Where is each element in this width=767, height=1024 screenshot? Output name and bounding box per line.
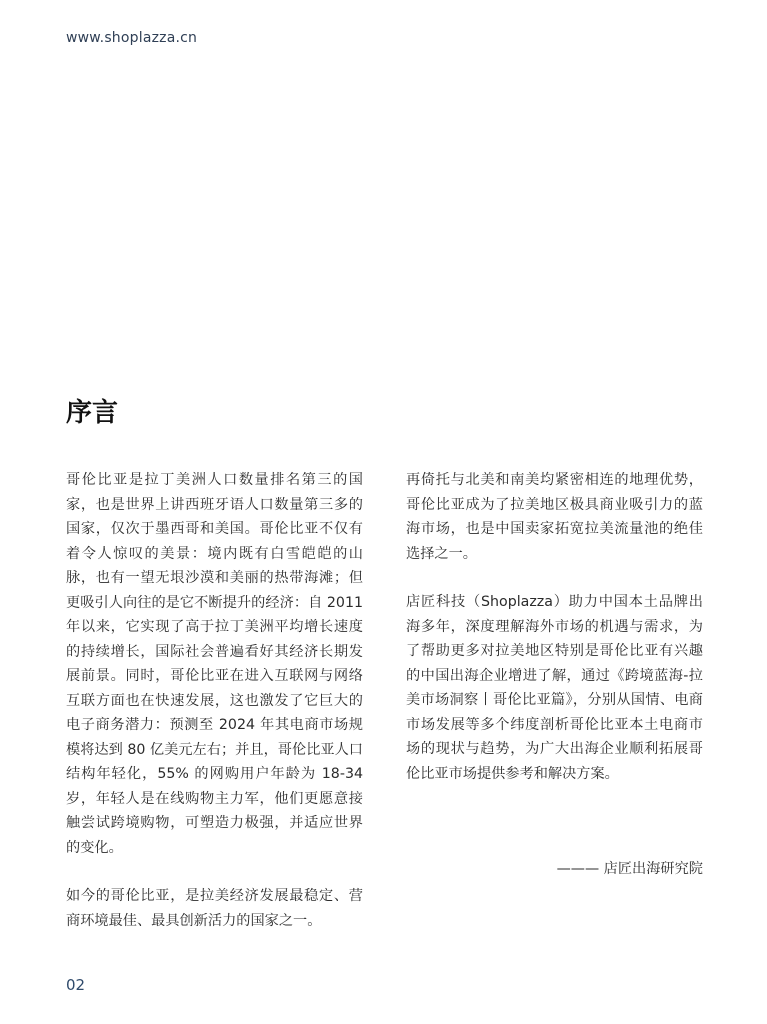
- page-title: 序言: [66, 398, 119, 428]
- site-url[interactable]: www.shoplazza.cn: [66, 30, 198, 46]
- right-column: [406, 468, 703, 786]
- page-number: 02: [66, 976, 86, 994]
- paragraph-geography: 再倚托与北美和南美均紧密相连的地理优势，哥伦比亚成为了拉美地区极具商业吸引力的蓝海市场，也是中国卖家拓宽拉美流量池的绝佳选择之一。: [406, 472, 703, 562]
- paragraph-shoplazza: 店匠科技（Shoplazza）助力中国本土品牌出海多年，深度理解海外市场的机遇与需求，为了帮助更多对拉美地区特别是哥伦比亚有兴趣的中国出海企业增进了解，通过《跨境蓝海-拉美市场洞察丨哥伦比亚篇》，分别从国情、电商市场发展等多个纬度剖析哥伦比亚本土电商市场的现状与趋势，为广大出海企业顺利拓展哥伦比亚市场提供参考和解决方案。: [406, 594, 703, 782]
- paragraph-intro: 哥伦比亚是拉丁美洲人口数量排名第三的国家，也是世界上讲西班牙语人口数量第三多的国家，仅次于墨西哥和美国。哥伦比亚不仅有着令人惊叹的美景：境内既有白雪皑皑的山脉，也有一望无垠沙漠和美丽的热带海滩；但更吸引人向往的是它不断提升的经济：自 2011 年以来，它实现了高于拉丁美洲平均增长速度的持续增长，国际社会普遍看好其经济长期发展前景。同时，哥伦比亚在进入互联网与网络互联方面也在快速发展，这也激发了它巨大的电子商务潜力：预测至 2024 年其电商市场规模将达到 80 亿美元左右；并且，哥伦比亚人口结构年轻化，55% 的网购用户年龄为 18-34 岁，年轻人是在线购物主力军，他们更愿意接触尝试跨境购物，可塑造力极强，并适应世界的变化。: [66, 472, 363, 856]
- paragraph-today: 如今的哥伦比亚，是拉美经济发展最稳定、营商环境最佳、最具创新活力的国家之一。: [66, 888, 363, 929]
- left-column: [66, 468, 363, 933]
- signature: ——— 店匠出海研究院: [556, 861, 703, 877]
